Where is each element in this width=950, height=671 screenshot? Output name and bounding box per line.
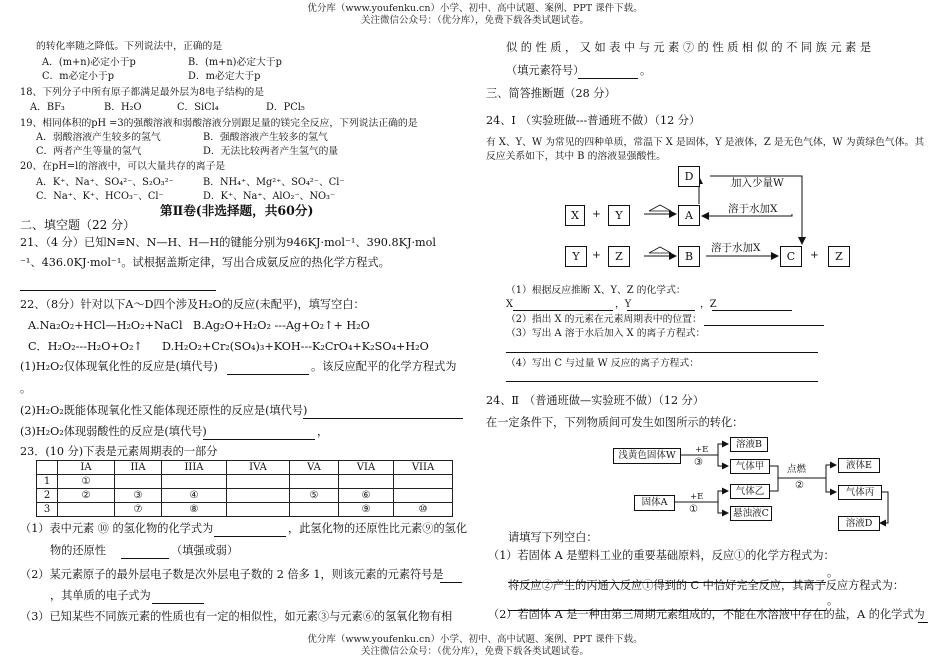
table-cell: 3 xyxy=(37,503,58,517)
q21-line-2: ⁻¹、436.0KJ·mol⁻¹。试根据盖斯定律，写出合成氨反应的热化学方程式。 xyxy=(20,256,390,269)
table-header-cell: VA xyxy=(290,461,339,475)
table-cell: 2 xyxy=(37,489,58,503)
diagram1-plus-2: + xyxy=(592,249,601,261)
diagram2-box-suspension-c: 悬浊液C xyxy=(730,506,772,521)
diagram2-box-solution-d: 溶液D xyxy=(838,516,880,531)
table-cell: ⑨ xyxy=(339,503,394,517)
table-cell: ② xyxy=(58,489,115,503)
diagram2-label-plus-e: +E xyxy=(695,445,709,455)
q20-option-c: C．Na⁺、K⁺、HCO₃⁻、Cl⁻ xyxy=(36,191,164,202)
q22-sub3-end: ， xyxy=(317,425,329,438)
diagram2-box-solid-a: 固体A xyxy=(634,495,675,511)
footer-line-2: 关注微信公众号：（优分库），免费下载各类试题试卷。 xyxy=(360,646,589,657)
q18-option-d: D．PCl₅ xyxy=(266,102,305,113)
q18-option-a: A．BF₃ xyxy=(30,102,65,113)
diagram2-label-circ-2: ② xyxy=(795,480,804,491)
q17-option-d: D．m必定大于p xyxy=(188,71,261,82)
q23-sub1-text-2: ，此氢化物的还原性比元素⑨的氢化 xyxy=(288,522,468,535)
diagram1-plus: + xyxy=(592,208,601,220)
table-header-cell: IIIA xyxy=(162,461,227,475)
q18-option-c: C．SiCl₄ xyxy=(177,102,219,113)
q23-stem: 23．(10 分)下表是元素周期表的一部分 xyxy=(20,445,218,458)
diagram2-label-plus-e-2: +E xyxy=(690,492,704,502)
table-cell: ⑧ xyxy=(162,503,227,517)
diagram1-box-y2: Y xyxy=(565,246,587,267)
q24b-sub2-text: （2）若固体 A 是一种由第三周期元素组成的，不能在水溶液中存在的盐，A 的化学式为 xyxy=(488,608,925,621)
q24a-x-label: X xyxy=(506,299,513,310)
q19-option-a: A．弱酸溶液产生较多的氢气 xyxy=(36,132,161,143)
diagram2-label-circ-1: ① xyxy=(689,504,698,515)
q24b-number: 24、Ⅱ xyxy=(486,394,520,407)
q24a-z-label: ，Z xyxy=(700,299,717,310)
q20-stem: 20、在pH=l的溶液中，可以大量共存的离子是 xyxy=(20,161,226,172)
q23-sub2-text-2: ，其单质的电子式为 xyxy=(50,589,151,602)
diagram1-box-y: Y xyxy=(608,205,630,226)
diagram2-box-gas-a: 气体甲 xyxy=(730,459,770,474)
q19-stem: 19、相同体积的pH =3的强酸溶液和弱酸溶液分别跟足量的镁完全反应，下列说法正确的是 xyxy=(20,118,418,129)
table-header-cell: IVA xyxy=(227,461,290,475)
q23-sub3-text: （3）已知某些不同族元素的性质也有一定的相似性，如元素③与元素⑥的氢氧化物有相 xyxy=(20,610,453,623)
diagram2-box-gas-c: 气体丙 xyxy=(838,485,882,500)
diagram2-box-liquid-e: 液体E xyxy=(838,458,880,473)
table-cell: ⑩ xyxy=(394,503,453,517)
section3-title: 三、简答推断题（28 分） xyxy=(486,87,616,100)
section2-title: 二、填空题（22 分） xyxy=(20,218,136,232)
table-header-cell: VIIA xyxy=(394,461,453,475)
q24a-y-label: ，Y xyxy=(615,299,632,310)
header-line-2: 关注微信公众号：（优分库），免费下载各类试题试卷。 xyxy=(360,15,589,26)
q19-option-d: D．无法比较两者产生氢气的量 xyxy=(203,146,339,157)
q22-reaction-b: B.Ag₂O+H₂O₂ ---Ag+O₂↑+ H₂O xyxy=(193,319,370,332)
diagram1-box-z: Z xyxy=(608,246,630,267)
q24a-sub3-text: （3）写出 A 溶于水后加入 X 的离子方程式： xyxy=(506,328,706,339)
q22-sub1-text: (1)H₂O₂仅体现氧化性的反应是(填代号) xyxy=(20,360,218,373)
q20-option-b: B．NH₄⁺、Mg²⁺、SO₄²⁻、Cl⁻ xyxy=(203,177,345,188)
diagram1-label-dissolve-x: 溶于水加X xyxy=(728,203,778,215)
header-line-1: 优分库（www.youfenku.cn）小学、初中、高中试题、案例、PPT 课件下载。 xyxy=(307,3,643,14)
q24b-intro: 在一定条件下，下列物质间可发生如图所示的转化： xyxy=(486,416,744,429)
q24a-intro-2: 反应关系如下，其中 B 的溶液显强酸性。 xyxy=(486,151,666,162)
diagram1-label-add-w: 加入少量W xyxy=(731,177,784,189)
diagram1-box-c: C xyxy=(780,246,802,267)
q17-stem: 的转化率随之降低。下列说法中，正确的是 xyxy=(36,41,223,52)
q18-option-b: B．H₂O xyxy=(104,102,142,113)
q22-stem: 22、（8分）针对以下A～D四个涉及H₂O的反应(未配平)，填写空白： xyxy=(20,298,365,311)
q24a-sub4-text: （4）写出 C 与过量 W 反应的离子方程式： xyxy=(506,358,700,369)
q23-continued-note: （填元素符号） xyxy=(506,64,585,77)
diagram1-box-b: B xyxy=(678,246,700,267)
q23-sub1-text: （1）表中元素 ⑩ 的氢化物的化学式为 xyxy=(20,522,214,535)
table-cell: ⑤ xyxy=(290,489,339,503)
q24b-ask: 请填写下列空白： xyxy=(508,531,598,544)
table-header-cell: IA xyxy=(58,461,115,475)
q24b-title: （普通班做—实验班不做）（12 分） xyxy=(524,394,705,407)
q17-option-c: C．m必定小于p xyxy=(42,71,115,82)
part2-title: 第Ⅱ卷(非选择题，共60分) xyxy=(160,203,314,218)
q21-line-1: 21、（4 分）已知N≡N、N—H、H—H的键能分别为946KJ·mol⁻¹、390.8KJ·mol xyxy=(20,236,436,249)
q19-option-c: C．两者产生等量的氢气 xyxy=(36,146,142,157)
diagram1-box-x: X xyxy=(565,205,585,226)
q20-option-d: D．K⁺、Na⁺、AlO₂⁻、NO₃⁻ xyxy=(203,191,336,202)
q17-option-b: B．(m+n)必定大于p xyxy=(188,57,282,68)
table-cell: ④ xyxy=(162,489,227,503)
diagram1-box-d: D xyxy=(678,166,700,187)
q24b-sub2-blank[interactable] xyxy=(918,611,928,623)
q22-sub1-end: 。 xyxy=(20,382,32,395)
q23-sub1-text-4: （填强或弱） xyxy=(171,544,239,557)
diagram1-box-z2: Z xyxy=(828,246,850,267)
q23-continued-end: 。 xyxy=(640,64,652,77)
q24a-number: 24、Ⅰ xyxy=(486,114,516,127)
q22-reaction-c: C．H₂O₂---H₂O+O₂↑ xyxy=(28,340,143,353)
diagram1-label-dissolve-x-2: 溶于水加X xyxy=(711,242,761,254)
table-cell: ① xyxy=(58,475,115,489)
q22-sub3-text: (3)H₂O₂体现弱酸性的反应是(填代号) xyxy=(20,425,207,438)
q24b-sub1-end-2: 。 xyxy=(827,594,839,607)
q24b-sub1-end: 。 xyxy=(827,566,839,579)
diagram1-box-a: A xyxy=(678,205,700,226)
q22-reaction-d: D.H₂O₂+Cr₂(SO₄)₃+KOH---K₂CrO₄+K₂SO₄+H₂O xyxy=(162,340,429,353)
q24a-intro-1: 有 X、Y、W 为常见的四种单质，常温下 X 是固体，Y 是液体，Z 是无色气体，W 为黄绿色气体。其 xyxy=(486,137,925,148)
q24b-sub1-text-2: 将反应②产生的丙通入反应①得到的 C 中恰好完全反应，其离子反应方程式为： xyxy=(508,579,905,592)
q23-continued-line: 似 的 性 质 ， 又 如 表 中 与 元 素 ⑦ 的 性 质 相 似 的 不 同 族 元 素 是 xyxy=(506,41,872,54)
diagram2-box-solution-b: 溶液B xyxy=(730,437,768,452)
q22-sub1-text-2: 。该反应配平的化学方程式为 xyxy=(311,360,457,373)
table-cell: ⑥ xyxy=(339,489,394,503)
q22-sub2-text: (2)H₂O₂既能体现氧化性又能体现还原性的反应是(填代号) xyxy=(20,404,308,417)
q20-option-a: A．K⁺、Na⁺、SO₄²⁻、S₂O₃²⁻ xyxy=(36,177,174,188)
q19-option-b: B．强酸溶液产生较多的氢气 xyxy=(203,132,328,143)
table-header-cell: VIA xyxy=(339,461,394,475)
q18-stem: 18、下列分子中所有原子都满足最外层为8电子结构的是 xyxy=(20,87,265,98)
table-cell: ③ xyxy=(115,489,162,503)
table-cell: ⑦ xyxy=(115,503,162,517)
q24b-sub1-text: （1）若固体 A 是塑料工业的重要基础原料，反应①的化学方程式为： xyxy=(488,549,835,562)
q23-sub1-text-3: 物的还原性 xyxy=(50,544,106,557)
table-header-cell: IIA xyxy=(115,461,162,475)
q24a-sub2-text: （2）指出 X 的元素在元素周期表中的位置： xyxy=(506,314,702,325)
diagram2-box-gas-b: 气体乙 xyxy=(730,484,770,499)
footer-line-1: 优分库（www.youfenku.cn）小学、初中、高中试题、案例、PPT 课件下载。 xyxy=(307,634,643,645)
q24a-title: （实验班做---普通班不做）（12 分） xyxy=(520,114,701,127)
diagram2-label-ignite: 点燃 xyxy=(787,464,807,475)
q17-option-a: A．(m+n)必定小于p xyxy=(42,57,136,68)
q22-reaction-a: A.Na₂O₂+HCl—H₂O₂+NaCl xyxy=(28,319,183,332)
diagram2-label-circ-3: ③ xyxy=(694,457,703,468)
q23-sub2-text: （2）某元素原子的最外层电子数是次外层电子数的 2 倍多 1，则该元素的元素符号是 xyxy=(20,568,444,581)
diagram2-box-pale-solid-w: 浅黄色固体W xyxy=(613,448,681,464)
q24a-sub1-text: （1）根据反应推断 X、Y、Z 的化学式： xyxy=(506,285,686,296)
table-cell: 1 xyxy=(37,475,58,489)
diagram1-plus-3: + xyxy=(810,249,819,261)
